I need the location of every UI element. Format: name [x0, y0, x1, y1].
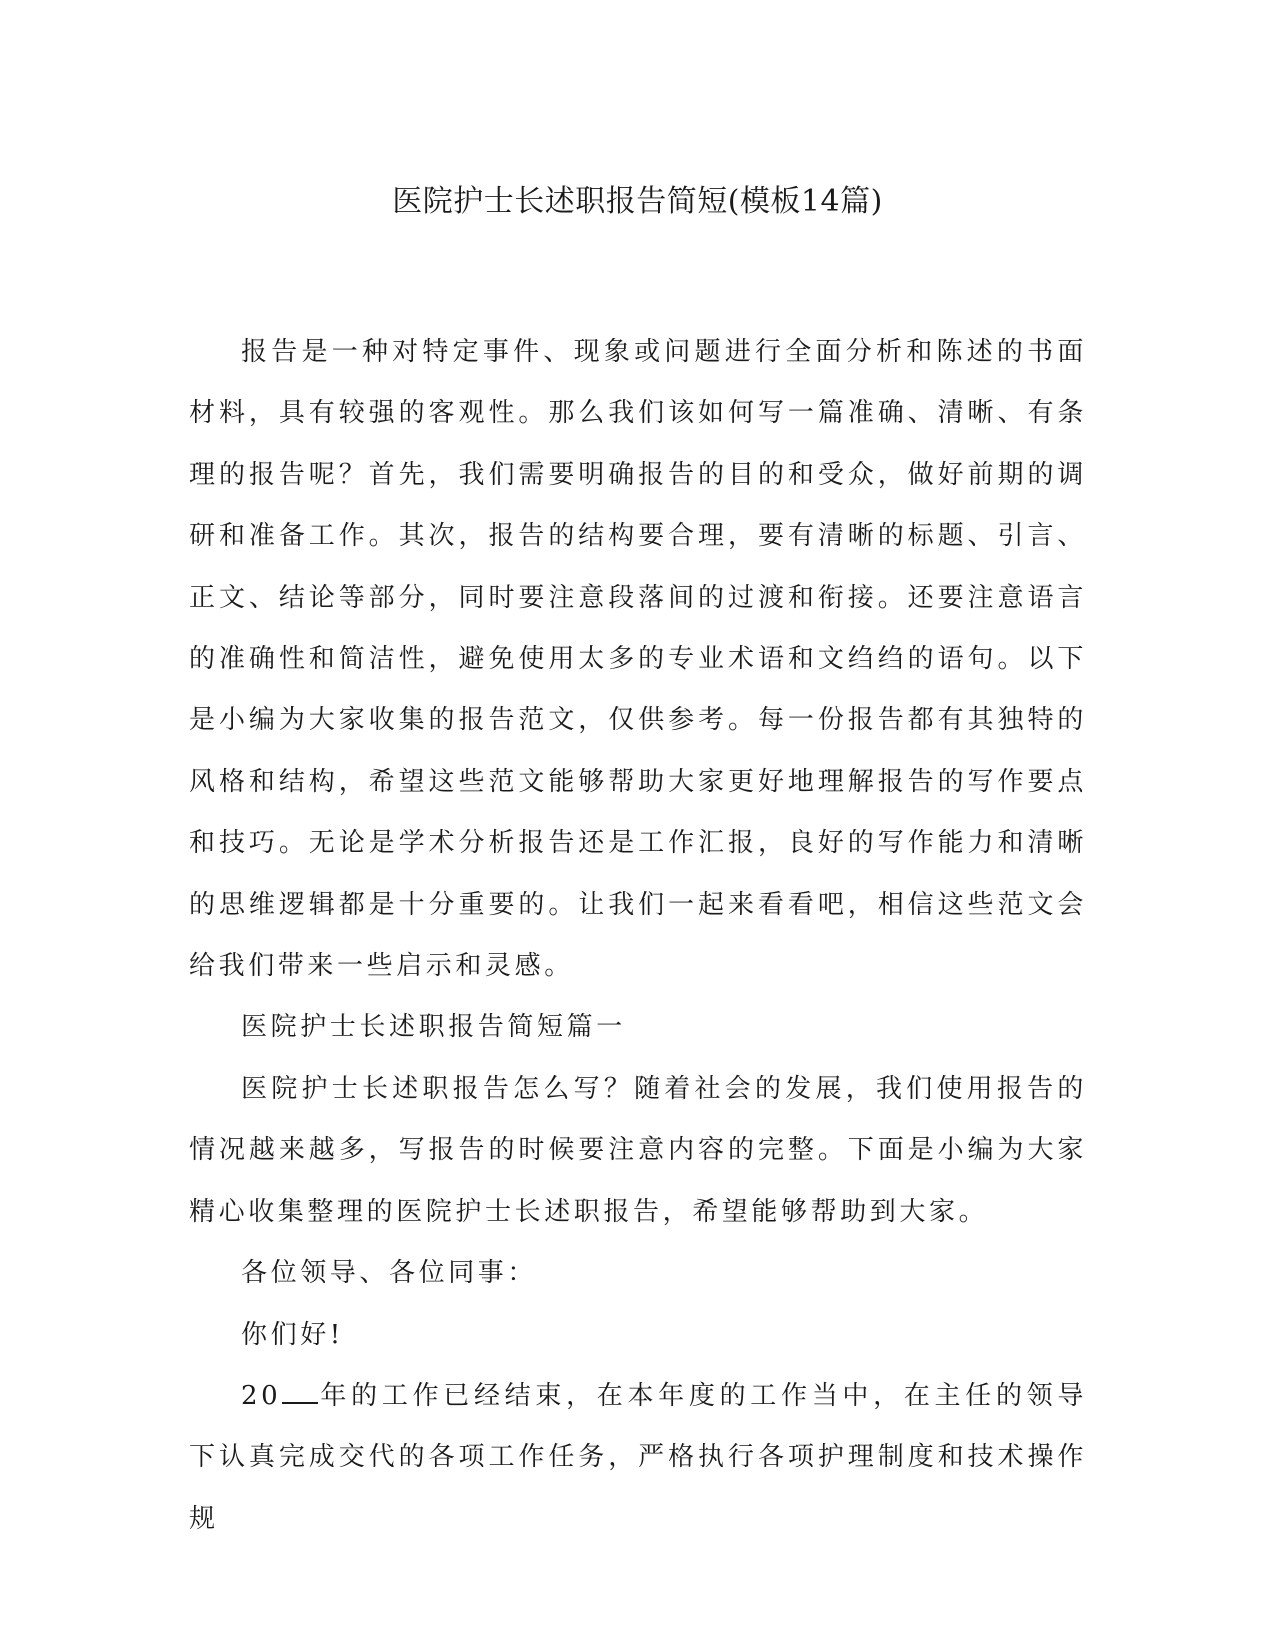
- body-paragraph: [189, 1366, 1087, 1550]
- salutation: 各位领导、各位同事：: [241, 1258, 538, 1289]
- fill-in-blank: [282, 1401, 318, 1404]
- document-title: 医院护士长述职报告简短(模板14篇): [392, 184, 883, 219]
- intro-paragraph: 报告是一种对特定事件、现象或问题进行全面分析和陈述的书面材料，具有较强的客观性。那么我们该如何写一篇准确、清晰、有条理的报告呢？首先，我们需要明确报告的目的和受众，做好前期的调研和准备工作。其次，报告的结构要合理，要有清晰的标题、引言、正文、结论等部分，同时要注意段落间的过渡和衔接。还要注意语言的准确性和简洁性，避免使用太多的专业术语和文绉绉的语句。以下是小编为大家收集的报告范文，仅供参考。每一份报告都有其独特的风格和结构，希望这些范文能够帮助大家更好地理解报告的写作要点和技巧。无论是学术分析报告还是工作汇报，良好的写作能力和清晰的思维逻辑都是十分重要的。让我们一起来看看吧，相信这些范文会给我们带来一些启示和灵感。: [189, 337, 1087, 982]
- body-paragraph-text: 年的工作已经结束，在本年度的工作当中，在主任的领导下认真完成交代的各项工作任务，严格执行各项护理制度和技术操作规: [189, 1380, 1087, 1534]
- section-intro-paragraph: 医院护士长述职报告怎么写？随着社会的发展，我们使用报告的情况越来越多，写报告的时候要注意内容的完整。下面是小编为大家精心收集整理的医院护士长述职报告，希望能够帮助到大家。: [189, 1073, 1087, 1227]
- section-heading: 医院护士长述职报告简短篇一: [241, 1012, 626, 1043]
- year-prefix: 20: [241, 1380, 282, 1411]
- greeting: 你们好!: [241, 1319, 344, 1350]
- document-body: [189, 322, 1087, 1550]
